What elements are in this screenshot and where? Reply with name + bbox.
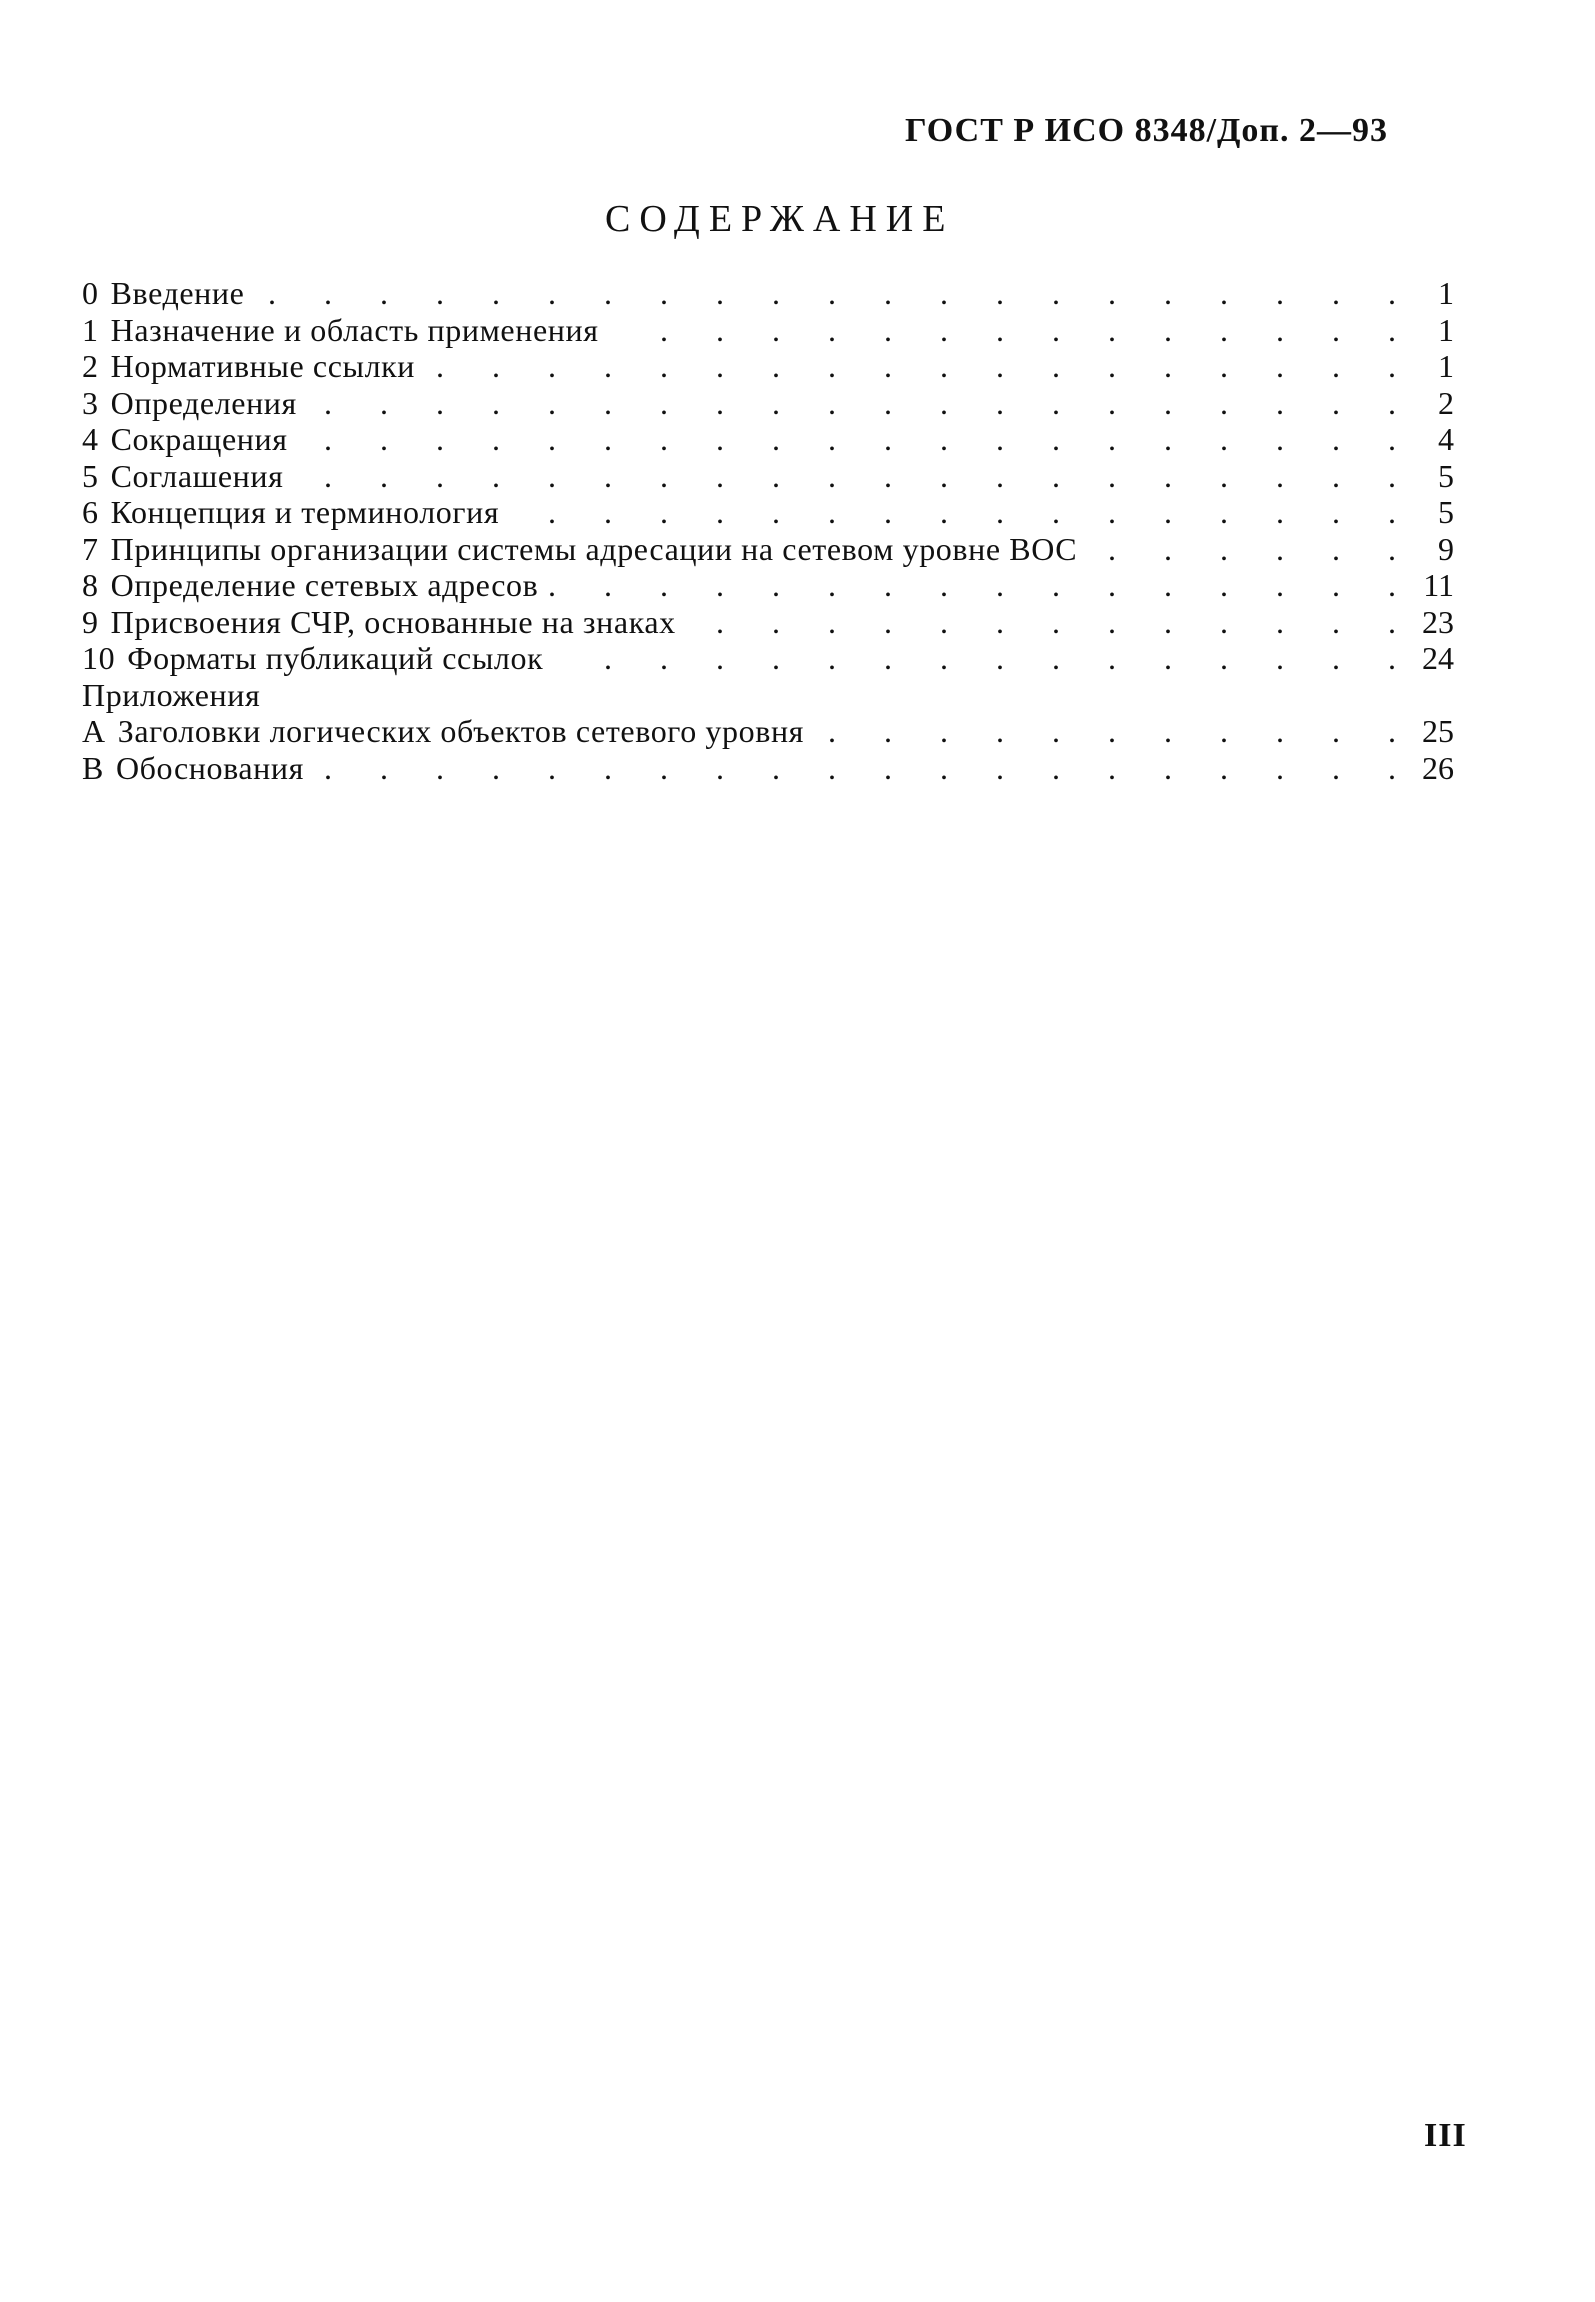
toc-entry-page: 25 xyxy=(1422,713,1454,749)
toc-entry-page: 9 xyxy=(1438,530,1454,567)
toc-entry-number: 2 xyxy=(82,348,99,384)
toc-entry-page: 1 xyxy=(1438,311,1454,348)
toc-entry xyxy=(82,567,1454,604)
toc-entry xyxy=(82,604,1454,641)
toc-entry xyxy=(82,640,1454,677)
toc-entry-text: Форматы публикаций ссылок xyxy=(127,640,544,676)
toc-entry-number: 4 xyxy=(82,421,99,457)
toc-appendix-heading: Приложения xyxy=(82,676,261,713)
toc-entry xyxy=(82,385,1454,422)
toc-entry-text: Назначение и область применения xyxy=(110,311,599,348)
toc-entry-number: 6 xyxy=(82,494,99,530)
dot-leader xyxy=(816,713,1396,750)
dot-leader xyxy=(427,348,1396,385)
toc-appendix-entry xyxy=(82,750,1454,787)
toc-entry-text: Нормативные ссылки xyxy=(110,348,416,384)
toc-entry xyxy=(82,458,1454,495)
toc-entry-page: 5 xyxy=(1438,457,1454,494)
toc-entry-number: 7 xyxy=(82,530,99,567)
toc-entry-number: 3 xyxy=(82,384,99,421)
dot-leader xyxy=(316,750,1396,787)
toc-entry-page: 23 xyxy=(1422,603,1454,640)
toc-entry-text: Присвоения СЧР, основанные на знаках xyxy=(110,603,676,640)
toc-entry xyxy=(82,531,1454,568)
toc-entry-text: Сокращения xyxy=(110,421,288,457)
toc-entry-text: Определения xyxy=(110,384,297,421)
dot-leader xyxy=(309,385,1396,422)
toc-appendix-entry xyxy=(82,713,1454,750)
toc-entry-number: В xyxy=(82,749,104,786)
toc-title: СОДЕРЖАНИЕ xyxy=(605,198,955,240)
toc-entry-text: Принципы организации системы адресации на сетевом уровне ВОС xyxy=(110,530,1078,567)
dot-leader xyxy=(611,312,1396,349)
toc-entry-page: 5 xyxy=(1438,494,1454,530)
toc-entry-number: 10 xyxy=(82,640,116,676)
toc-entry-page: 24 xyxy=(1422,640,1454,676)
toc-entry-text: Соглашения xyxy=(110,457,284,494)
page-number: III xyxy=(1424,2117,1467,2154)
toc-appendix-heading-row xyxy=(82,677,1454,714)
toc-entry-number: 9 xyxy=(82,603,99,640)
toc-entry-page: 1 xyxy=(1438,275,1454,311)
toc-entry-page: 4 xyxy=(1438,421,1454,457)
toc-entry-text: Определение сетевых адресов xyxy=(110,567,539,603)
toc-entry xyxy=(82,312,1454,349)
toc-entry xyxy=(82,421,1454,458)
toc-entry-number: 1 xyxy=(82,311,99,348)
toc-entry-text: Концепция и терминология xyxy=(110,494,500,530)
toc-entry-page: 11 xyxy=(1423,567,1454,603)
toc-entry-page: 26 xyxy=(1422,749,1454,786)
dot-leader xyxy=(555,640,1396,677)
dot-leader xyxy=(295,458,1396,495)
toc-entry-number: 8 xyxy=(82,567,99,603)
toc-entry xyxy=(82,348,1454,385)
toc-entry xyxy=(82,494,1454,531)
toc-entry-text: Введение xyxy=(110,275,245,311)
toc-entry-text: Обоснования xyxy=(115,749,304,786)
toc-entry-number: 5 xyxy=(82,457,99,494)
dot-leader xyxy=(300,421,1396,458)
toc-entry-page: 1 xyxy=(1438,348,1454,384)
dot-leader xyxy=(550,567,1396,604)
dot-leader xyxy=(256,275,1396,312)
toc-entry-page: 2 xyxy=(1438,384,1454,421)
document-designation: ГОСТ Р ИСО 8348/Доп. 2—93 xyxy=(905,112,1389,149)
dot-leader xyxy=(1089,531,1396,568)
table-of-contents xyxy=(82,275,1454,786)
toc-entry-number: А xyxy=(82,713,106,749)
toc-entry xyxy=(82,275,1454,312)
dot-leader xyxy=(688,604,1396,641)
toc-entry-text: Заголовки логических объектов сетевого уровня xyxy=(117,713,804,749)
toc-entry-number: 0 xyxy=(82,275,99,311)
dot-leader xyxy=(511,494,1396,531)
